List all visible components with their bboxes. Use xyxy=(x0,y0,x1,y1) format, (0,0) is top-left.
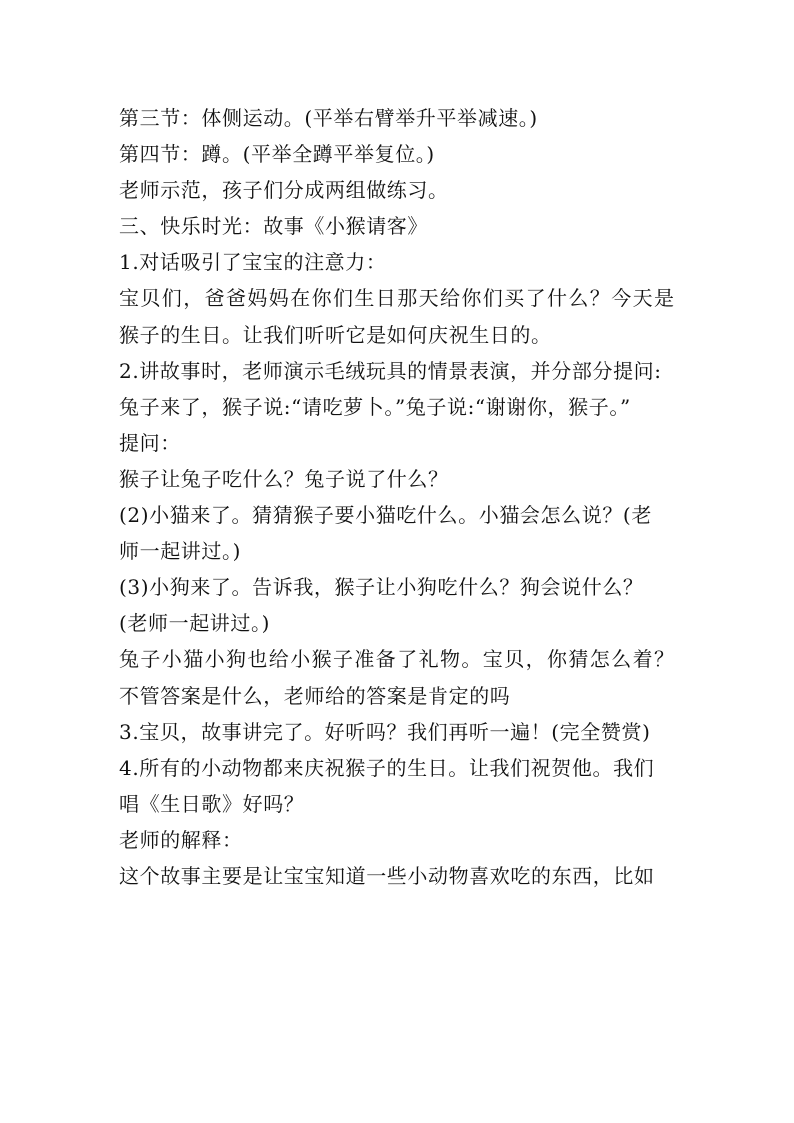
text-line-section-4: 第四节：蹲。(平举全蹲平举复位。) xyxy=(119,142,435,167)
text-line-explanation-label: 老师的解释： xyxy=(119,827,243,852)
text-line-gifts: 兔子小猫小狗也给小猴子准备了礼物。宝贝，你猜怎么着？ xyxy=(119,647,676,672)
document-body xyxy=(119,100,694,894)
text-line-rabbit-question: 猴子让兔子吃什么？兔子说了什么？ xyxy=(119,466,449,491)
text-line-step-2: 2.讲故事时，老师演示毛绒玩具的情景表演，并分部分提问: xyxy=(119,358,662,383)
text-line-dog-scene: (3)小狗来了。告诉我，猴子让小狗吃什么？狗会说什么？ xyxy=(119,575,644,600)
text-line-teacher-demo: 老师示范，孩子们分成两组做练习。 xyxy=(119,178,449,203)
text-line-section-3: 第三节：体侧运动。(平举右臂举升平举减速。) xyxy=(119,106,538,130)
text-line-step-1: 1.对话吸引了宝宝的注意力： xyxy=(119,250,387,275)
text-line-step-4: 4.所有的小动物都来庆祝猴子的生日。让我们祝贺他。我们 xyxy=(119,755,655,780)
text-line-answer: 不管答案是什么，老师给的答案是肯定的吗 xyxy=(119,683,511,708)
text-line-birthday-song: 唱《生日歌》好吗？ xyxy=(119,791,305,816)
heading-happy-time: 三、快乐时光：故事《小猴请客》 xyxy=(119,214,428,239)
text-line-rabbit-dialogue: 兔子来了，猴子说:“请吃萝卜。”兔子说:“谢谢你，猴子。” xyxy=(119,394,631,419)
text-line-explanation: 这个故事主要是让宝宝知道一些小动物喜欢吃的东西，比如 xyxy=(119,863,655,888)
text-line-step-3: 3.宝贝，故事讲完了。好听吗？我们再听一遍！(完全赞赏) xyxy=(119,719,651,744)
text-line-question-label: 提问： xyxy=(119,430,181,455)
text-line-cat-scene: (2)小猫来了。猜猜猴子要小猫吃什么。小猫会怎么说？(老 xyxy=(119,503,652,528)
text-line-monkey-birthday: 猴子的生日。让我们听听它是如何庆祝生日的。 xyxy=(119,322,552,347)
text-line-dog-scene-cont: (老师一起讲过。) xyxy=(119,611,271,636)
text-line-cat-scene-cont: 师一起讲过。) xyxy=(119,539,242,564)
text-line-birthday-question: 宝贝们，爸爸妈妈在你们生日那天给你们买了什么？今天是 xyxy=(119,286,676,311)
